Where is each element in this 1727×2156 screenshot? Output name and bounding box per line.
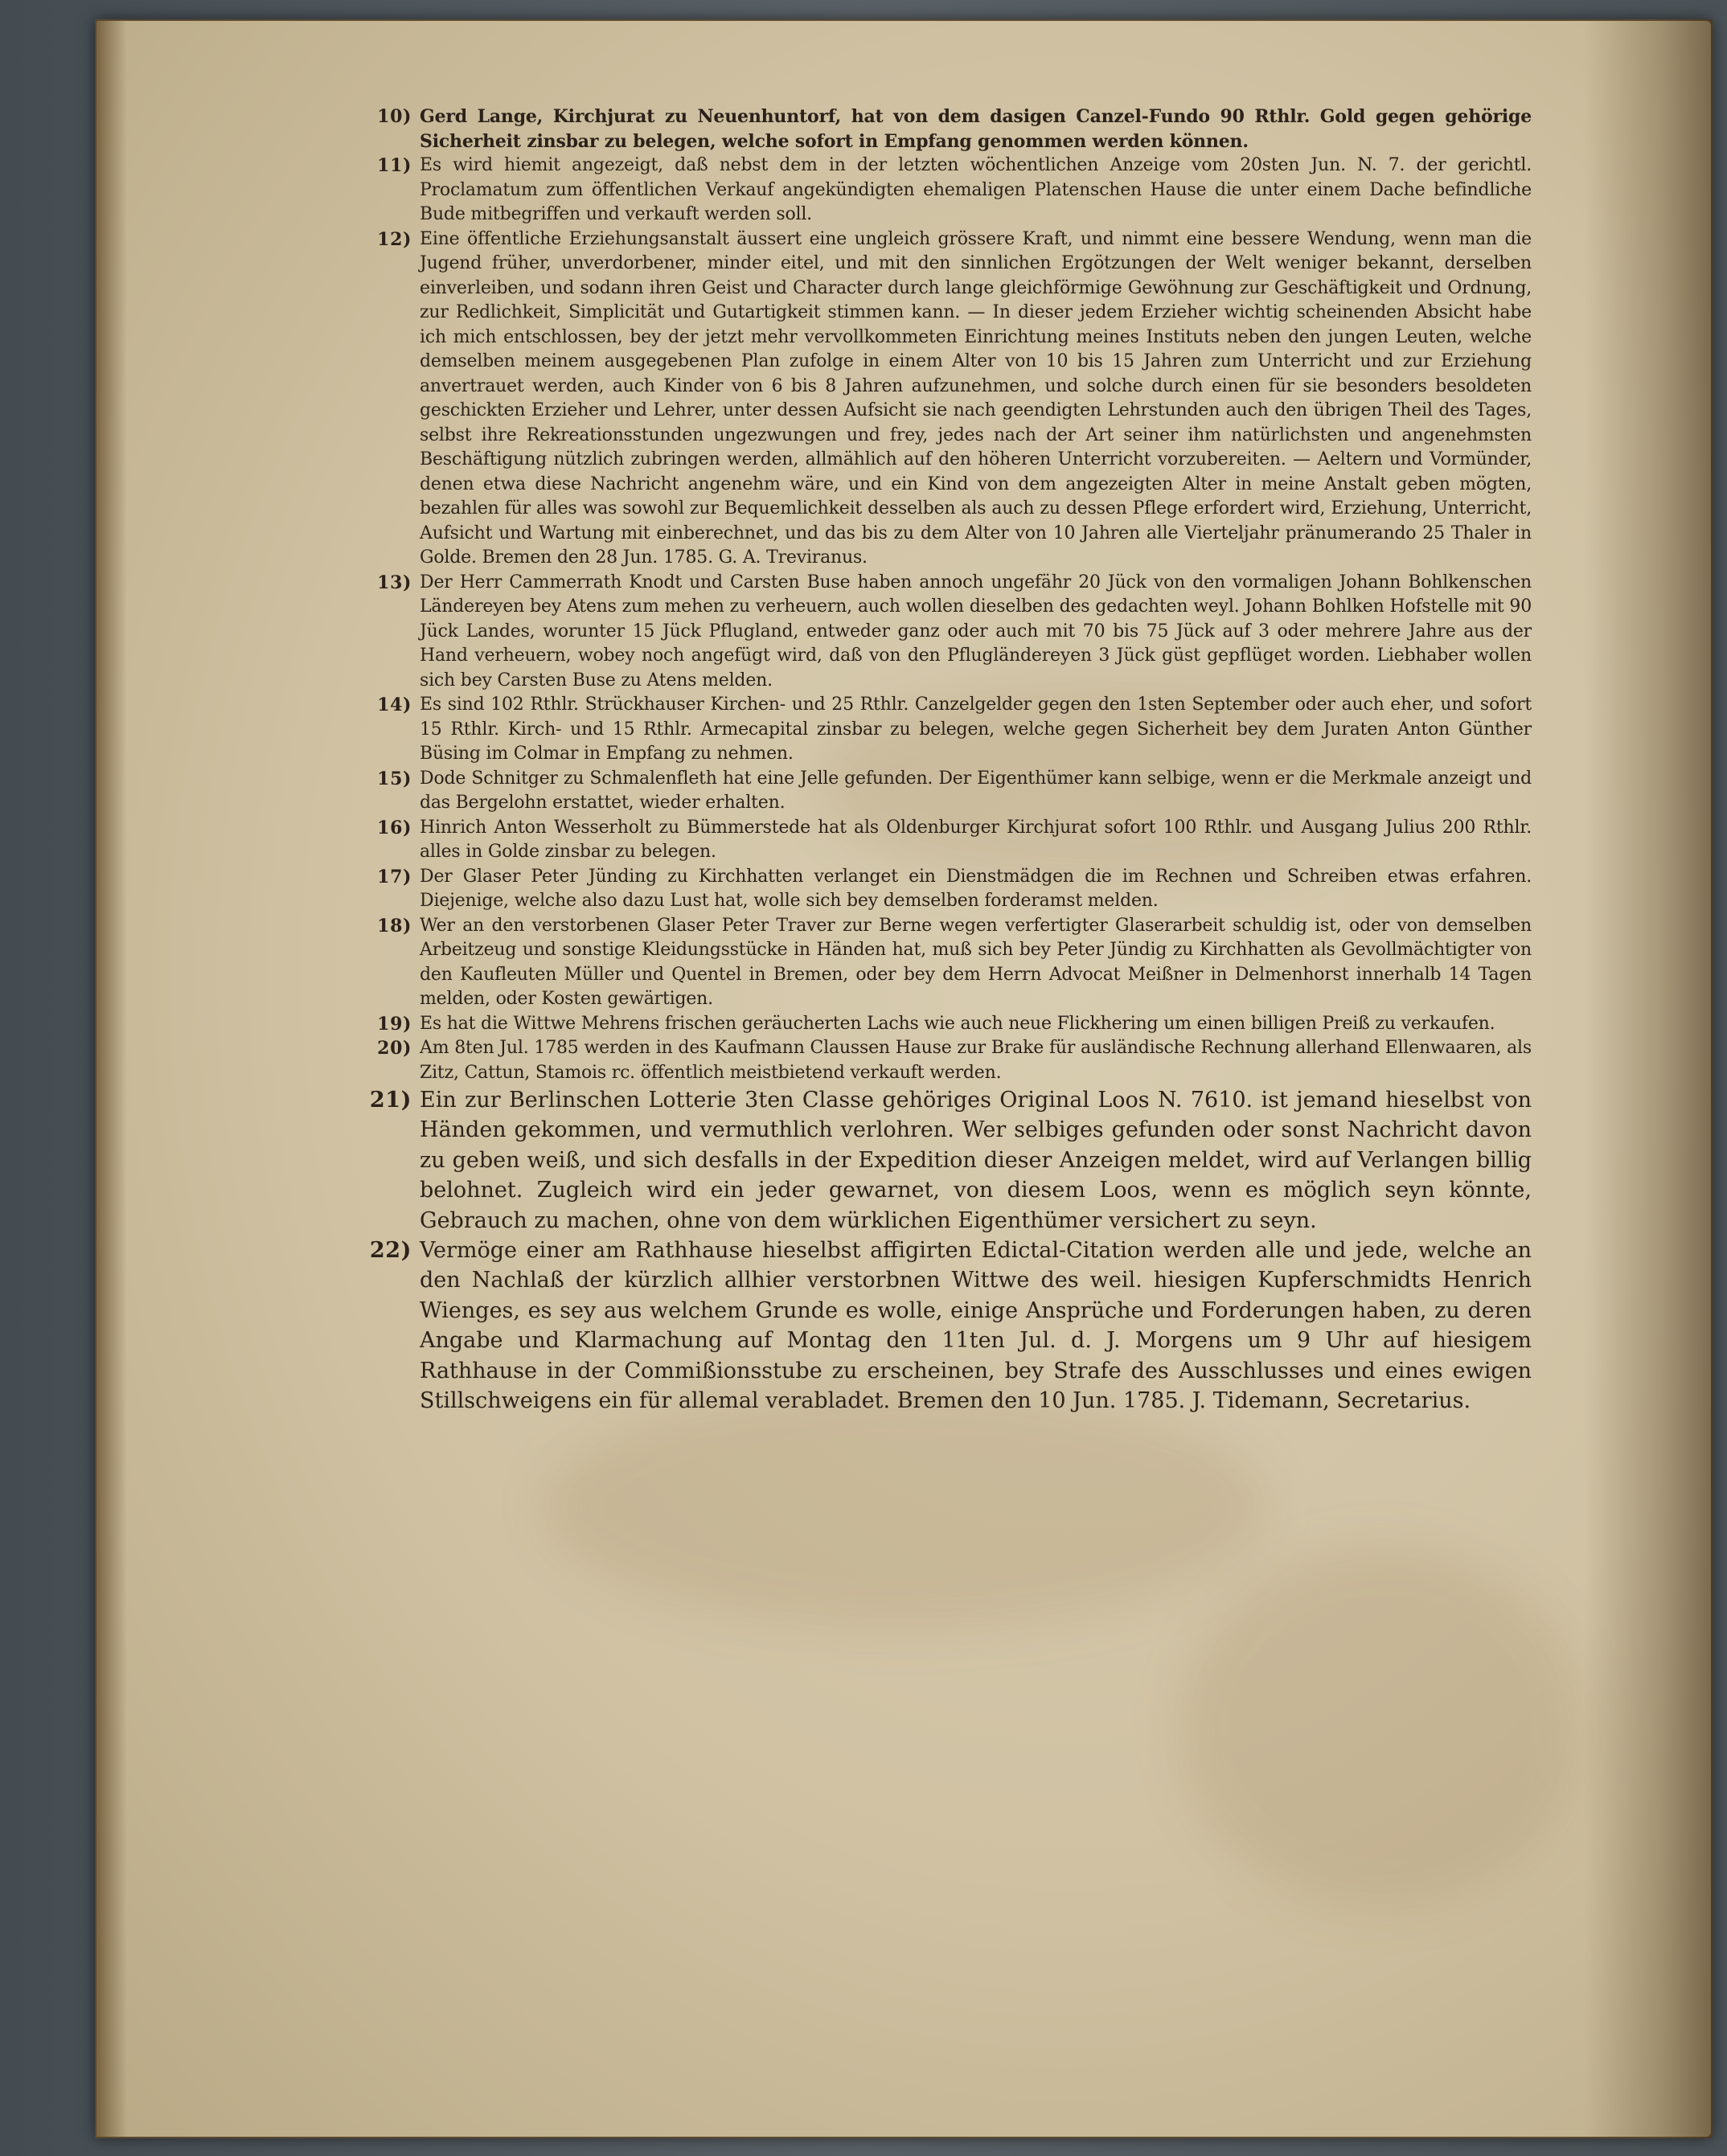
entry-number: 15) [377, 768, 412, 789]
announcement-entry [314, 154, 1532, 227]
announcement-list [314, 105, 1532, 1760]
announcement-entry [314, 914, 1532, 1012]
announcement-entry [314, 1085, 1532, 1236]
entry-text: Vermöge einer am Rathhause hieselbst affigirten Edictal-Citation werden alle und jede, welche an den Nachlaß der kürzlich allhier verstorbnen Wittwe des weil. hiesigen Kupferschmidts Henrich Wienges, es sey aus welchem Grunde es wolle, einige Ansprüche und Forderungen haben, zu deren Angabe und Klarmachung auf Montag den 11ten Jul. d. J. Morgens um 9 Uhr auf hiesigem Rathhause in der Commißionsstube zu erscheinen, bey Strafe des Ausschlusses und eines ewigen Stillschweigens ein für allemal verabladet. Bremen den 10 Jun. 1785. [420, 1238, 1532, 1414]
entry-text: Gerd Lange, Kirchjurat zu Neuenhuntorf, hat von dem dasigen Canzel-Fundo 90 Rthlr. Gold gegen gehörige Sicherheit zinsbar zu belegen, welche sofort in Empfang genommen werden können. [420, 106, 1532, 152]
announcement-entry [314, 571, 1532, 694]
announcement-entry [314, 227, 1532, 571]
entry-signature: J. Tidemann, Secretarius. [1192, 1388, 1471, 1414]
entry-number: 22) [369, 1238, 412, 1264]
entry-number: 19) [377, 1013, 412, 1035]
announcement-entry [314, 1012, 1532, 1037]
announcement-entry [314, 767, 1532, 816]
announcement-entry [314, 865, 1532, 914]
entry-number: 13) [377, 572, 412, 593]
entry-number: 12) [377, 228, 412, 250]
entry-text: Dode Schnitger zu Schmalenfleth hat eine Jelle gefunden. Der Eigenthümer kann selbige, wenn er die Merkmale anzeigt und das Bergelohn erstattet, wieder erhalten. [420, 768, 1532, 813]
entry-number: 14) [377, 695, 412, 715]
entry-text: Der Glaser Peter Jünding zu Kirchhatten verlanget ein Dienstmädgen die im Rechnen und Schreiben etwas erfahren. Diejenige, welche also dazu Lust hat, wolle sich bey demselben forderamst melden. [420, 866, 1532, 911]
entry-text: Wer an den verstorbenen Glaser Peter Traver zur Berne wegen verfertigter Glaserarbeit schuldig ist, oder von demselben Arbeitzeug und sonstige Kleidungsstücke in Händen hat, muß sich bey Peter Jündig zu Kirchhatten als Gevollmächtigter von den Kaufleuten Müller und Quentel in Bremen, oder bey dem Herrn Advocat Meißner in Delmenhorst innerhalb 14 Tagen melden, oder Kosten gewärtigen. [420, 915, 1532, 1009]
entry-text: Es wird hiemit angezeigt, daß nebst dem in der letzten wöchentlichen Anzeige vom 20sten Jun. N. 7. der gerichtl. Proclamatum zum öffentlichen Verkauf angekündigten ehemaligen Platenschen Hause die unter einem Dache befindliche Bude mitbegriffen und verkauft werden soll. [420, 155, 1532, 224]
entry-number: 10) [377, 106, 412, 127]
announcement-entry [314, 693, 1532, 767]
entry-number: 16) [377, 817, 412, 838]
entry-number: 20) [377, 1038, 412, 1059]
announcement-entry [314, 1036, 1532, 1085]
entry-text: Es sind 102 Rthlr. Strückhauser Kirchen- und 25 Rthlr. Canzelgelder gegen den 1sten September oder auch eher, und sofort 15 Rthlr. Kirch- und 15 Rthlr. Armecapital zinsbar zu belegen, welche gegen Sicherheit bey dem Juraten Anton Günther Büsing im Colmar in Empfang zu nehmen. [420, 695, 1532, 764]
entry-number: 18) [377, 915, 412, 937]
entry-text: Ein zur Berlinschen Lotterie 3ten Classe gehöriges Original Loos N. 7610. ist jemand hieselbst von Händen gekommen, und vermuthlich verlohren. Wer selbiges gefunden oder sonst Nachricht davon zu geben weiß, und sich desfalls in der Expedition dieser Anzeigen meldet, wird auf Verlangen billig belohnet. Zugleich wird ein jeder gewarnet, von diesem Loos, wenn es möglich seyn könnte, Gebrauch zu machen, ohne von dem würklichen Eigenthümer versichert zu seyn. [420, 1088, 1532, 1233]
announcement-entry [314, 105, 1532, 154]
entry-text: Hinrich Anton Wesserholt zu Bümmerstede hat als Oldenburger Kirchjurat sofort 100 Rthlr. und Ausgang Julius 200 Rthlr. alles in Golde zinsbar zu belegen. [420, 817, 1532, 862]
entry-number: 17) [377, 866, 412, 887]
entry-text: Der Herr Cammerrath Knodt und Carsten Buse haben annoch ungefähr 20 Jück von den vormaligen Johann Bohlkenschen Ländereyen bey Atens zum mehen zu verheuern, auch wollen dieselben des gedachten weyl. Johann Bohlken Hofstelle mit 90 Jück Landes, worunter 15 Jück Pflugland, entweder ganz oder auch mit 70 bis 75 Jück auf 3 oder mehrere Jahre aus der Hand verheuern, wobey noch angefügt wird, daß von den Pflugländereyen 3 Jück güst gepflüget worden. Liebhaber wollen sich bey Carsten Buse zu Atens melden. [420, 572, 1532, 691]
entry-text: Am 8ten Jul. 1785 werden in des Kaufmann Claussen Hause zur Brake für ausländische Rechnung allerhand Ellenwaaren, als Zitz, Cattun, Stamois rc. öffentlich meistbietend verkauft werden. [420, 1038, 1532, 1083]
entry-text: Es hat die Wittwe Mehrens frischen geräucherten Lachs wie auch neue Flickhering um einen billigen Preiß zu verkaufen. [420, 1013, 1495, 1034]
entry-signature: G. A. Treviranus. [718, 547, 868, 568]
entry-number: 21) [369, 1088, 412, 1113]
entry-text: Eine öffentliche Erziehungsanstalt äussert eine ungleich grössere Kraft, und nimmt eine bessere Wendung, wenn man die Jugend früher, unverdorbener, minder eitel, und mit den sinnlichen Ergötzungen der Welt weniger bekannt, derselben einverleiben, und sodann ihren Geist und Character durch lange gleichförmige Gewöhnung zur Geschäftigkeit und Ordnung, zur Redlichkeit, Simplicität und Gutartigkeit stimmen kann. — In dieser jedem Erzieher wichtig scheinenden Absicht habe ich mich entschlossen, bey der jetzt mehr vervollkommeten Einrichtung meines Instituts neben den jungen Leuten, welche demselben meinem ausgegebenen Plan zufolge in einem Alter von 10 bis 15 Jahren zum Unterricht und zur Erziehung anvertrauet werden, auch Kinder von 6 bis 8 Jahren aufzunehmen, und solche durch einen für sie besonders besoldeten geschickten Erzieher und Lehrer, unter dessen Aufsicht sie nach geendigten Lehrstunden auch den übrigen Theil des Tages, selbst ihre Rekreationsstunden ungezwungen und frey, jedes nach der Art seiner ihm natürlichsten und angenehmsten Beschäftigung nützlich zubringen werden, allmählich auf den höheren Unterricht vorzubereiten. — Aeltern und Vormünder, denen etwa diese Nachricht angenehm wäre, und ein Kind von dem angezeigten Alter in meine Anstalt geben mögten, bezahlen für alles was sowohl zur Bequemlichkeit desselben als auch zu dessen Pflege erfordert wird, Erziehung, Unterricht, Aufsicht und Wartung mit einberechnet, und das bis zu dem Alter von 10 Jahren alle Vierteljahr pränumerando 25 Thaler in Golde. Bremen den 28 Jun. 1785. [420, 228, 1532, 568]
entry-number: 11) [377, 155, 412, 176]
announcement-entry [314, 1236, 1532, 1416]
announcement-entry [314, 816, 1532, 865]
